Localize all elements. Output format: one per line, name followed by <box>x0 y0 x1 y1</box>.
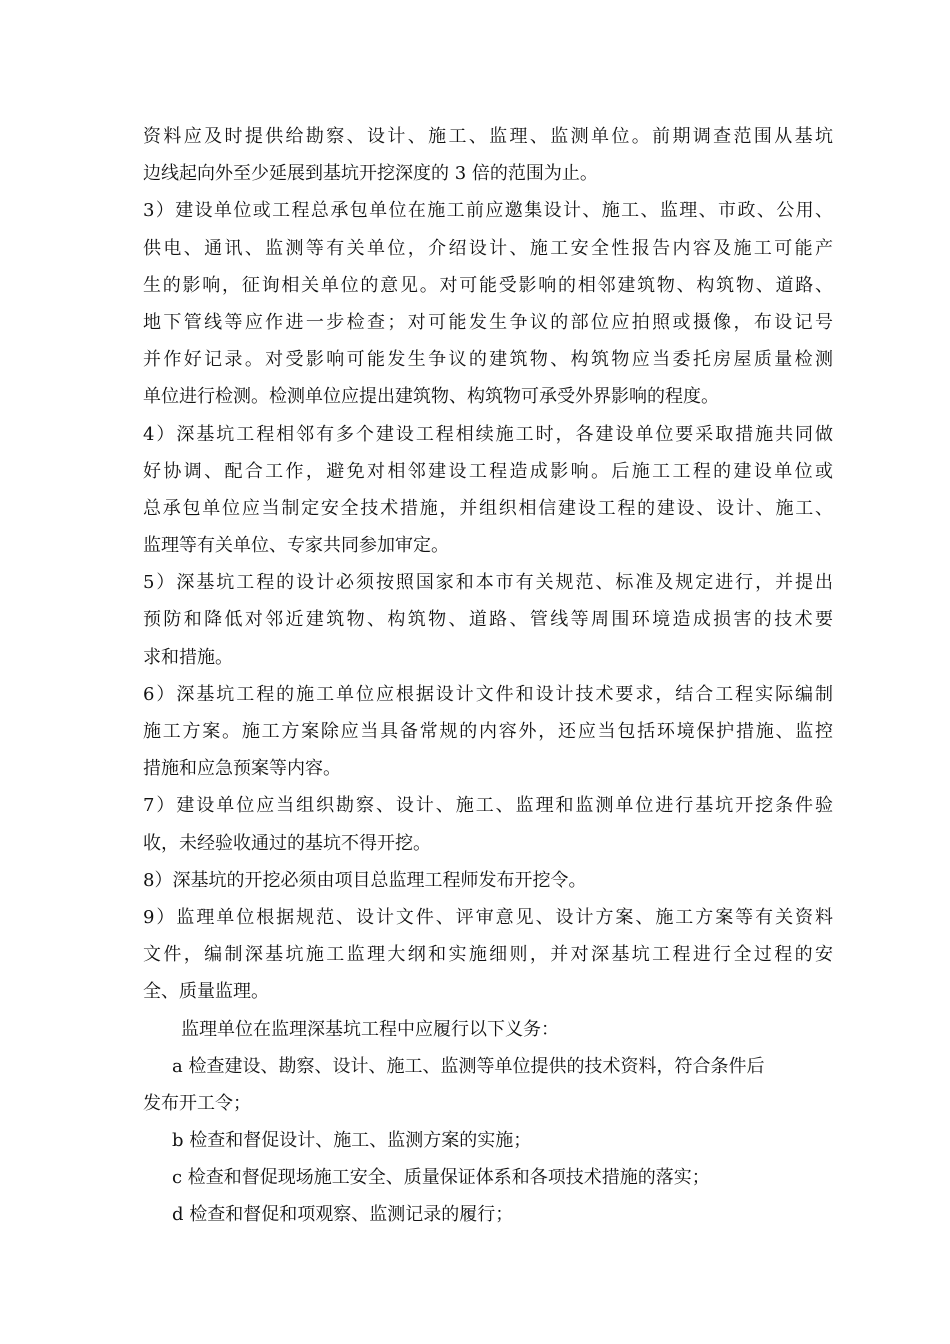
text-line: 求和措施。 <box>143 646 233 668</box>
text-line: 收，未经验收通过的基坑不得开挖。 <box>143 832 431 854</box>
text-line: c 检查和督促现场施工安全、质量保证体系和各项技术措施的落实； <box>172 1167 710 1189</box>
text-line: 9）监理单位根据规范、设计文件、评审意见、设计方案、施工方案等有关资料 <box>143 906 833 928</box>
text-line: 总承包单位应当制定安全技术措施，并组织相信建设工程的建设、设计、施工、 <box>143 497 833 519</box>
text-line: 并作好记录。对受影响可能发生争议的建筑物、构筑物应当委托房屋质量检测 <box>143 349 833 371</box>
text-line: 8）深基坑的开挖必须由项目总监理工程师发布开挖令。 <box>143 869 587 891</box>
text-line: b 检查和督促设计、施工、监测方案的实施； <box>172 1130 532 1152</box>
text-line: a 检查建设、勘察、设计、施工、监测等单位提供的技术资料，符合条件后 <box>172 1055 765 1077</box>
text-line: 文件，编制深基坑施工监理大纲和实施细则，并对深基坑工程进行全过程的安 <box>143 944 833 966</box>
text-line: 3）建设单位或工程总承包单位在施工前应邀集设计、施工、监理、市政、公用、 <box>143 200 833 222</box>
text-line: 措施和应急预案等内容。 <box>143 758 341 780</box>
text-line: 好协调、配合工作，避免对相邻建设工程造成影响。后施工工程的建设单位或 <box>143 460 833 482</box>
text-line: 边线起向外至少延展到基坑开挖深度的 3 倍的范围为止。 <box>143 163 598 185</box>
text-line: 全、质量监理。 <box>143 981 269 1003</box>
text-line: d 检查和督促和项观察、监测记录的履行； <box>172 1204 514 1226</box>
text-line: 6）深基坑工程的施工单位应根据设计文件和设计技术要求，结合工程实际编制 <box>143 683 833 705</box>
text-line: 5）深基坑工程的设计必须按照国家和本市有关规范、标准及规定进行，并提出 <box>143 572 833 594</box>
text-line: 施工方案。施工方案除应当具备常规的内容外，还应当包括环境保护措施、监控 <box>143 721 833 742</box>
text-line: 地下管线等应作进一步检查；对可能发生争议的部位应拍照或摄像，布设记号 <box>143 311 833 333</box>
text-line: 预防和降低对邻近建筑物、构筑物、道路、管线等周围环境造成损害的技术要 <box>143 609 833 631</box>
text-line: 7）建设单位应当组织勘察、设计、施工、监理和监测单位进行基坑开挖条件验 <box>143 795 833 817</box>
text-line: 发布开工令； <box>143 1092 251 1114</box>
text-line: 监理单位在监理深基坑工程中应履行以下义务： <box>181 1018 559 1040</box>
text-line: 单位进行检测。检测单位应提出建筑物、构筑物可承受外界影响的程度。 <box>143 386 719 408</box>
text-line: 供电、通讯、监测等有关单位，介绍设计、施工安全性报告内容及施工可能产 <box>143 237 833 259</box>
text-line: 监理等有关单位、专家共同参加审定。 <box>143 535 449 557</box>
text-line: 4）深基坑工程相邻有多个建设工程相续施工时，各建设单位要采取措施共同做 <box>143 423 833 445</box>
text-line: 生的影响，征询相关单位的意见。对可能受影响的相邻建筑物、构筑物、道路、 <box>143 274 833 296</box>
document-body <box>143 118 833 1234</box>
text-line: 资料应及时提供给勘察、设计、施工、监理、监测单位。前期调查范围从基坑 <box>143 126 833 147</box>
